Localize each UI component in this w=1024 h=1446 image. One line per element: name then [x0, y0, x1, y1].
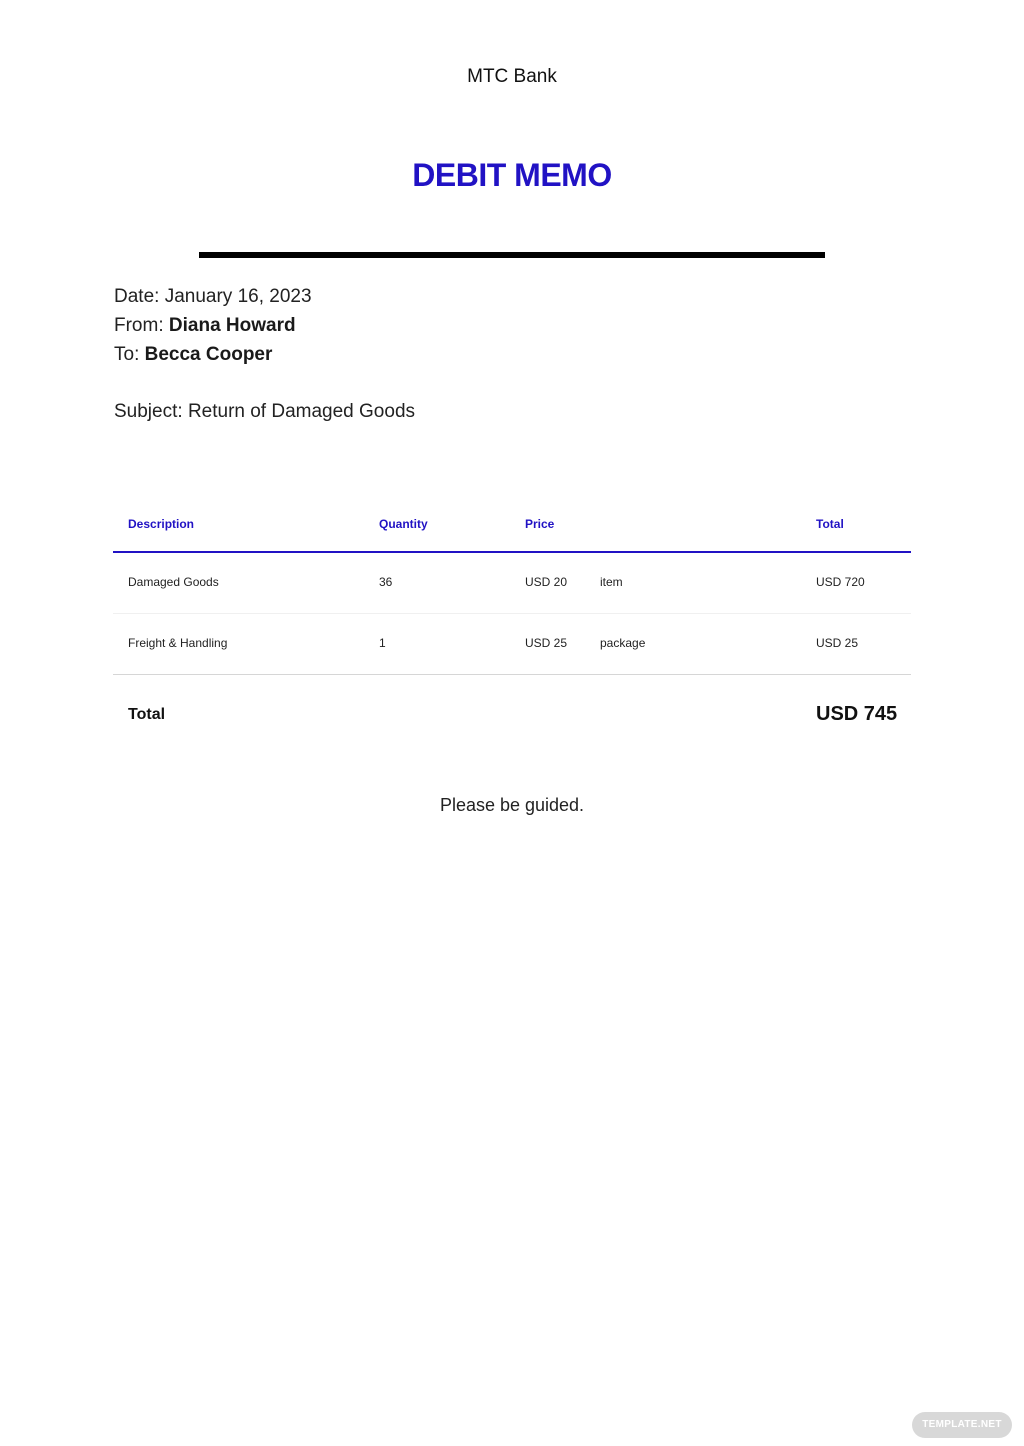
organization-name: MTC Bank — [467, 66, 557, 87]
header-description: Description — [128, 517, 195, 531]
memo-from — [114, 311, 296, 340]
cell-unit: item — [600, 575, 623, 589]
to-label: To: — [114, 344, 145, 365]
cell-description: Damaged Goods — [128, 575, 219, 589]
date-value: January 16, 2023 — [164, 286, 312, 307]
to-value: Becca Cooper — [144, 344, 273, 365]
table-header — [113, 500, 911, 553]
document-title: DEBIT MEMO — [412, 157, 612, 193]
header-price: Price — [525, 517, 555, 531]
cell-price: USD 25 — [525, 636, 568, 650]
table-row — [113, 553, 911, 614]
grand-total-label: Total — [128, 706, 166, 723]
memo-to — [114, 340, 272, 369]
cell-quantity: 1 — [379, 636, 386, 650]
cell-price: USD 20 — [525, 575, 568, 589]
date-label: Date: — [114, 286, 165, 307]
grand-total-value: USD 745 — [816, 703, 898, 725]
memo-subject — [114, 397, 415, 426]
title-divider — [199, 252, 825, 258]
cell-total: USD 720 — [816, 575, 865, 589]
subject-value: Return of Damaged Goods — [187, 401, 416, 422]
closing-note: Please be guided. — [439, 795, 585, 815]
table-row — [113, 614, 911, 675]
items-table — [113, 500, 911, 675]
subject-label: Subject: — [114, 401, 188, 422]
from-value: Diana Howard — [168, 315, 296, 336]
memo-date — [114, 282, 312, 311]
cell-unit: package — [600, 636, 646, 650]
header-total: Total — [816, 517, 844, 531]
watermark-badge[interactable]: TEMPLATE.NET — [912, 1412, 1012, 1438]
cell-quantity: 36 — [379, 575, 393, 589]
grand-total-row — [113, 700, 911, 734]
cell-total: USD 25 — [816, 636, 859, 650]
from-label: From: — [114, 315, 169, 336]
cell-description: Freight & Handling — [128, 636, 228, 650]
header-quantity: Quantity — [379, 517, 428, 531]
